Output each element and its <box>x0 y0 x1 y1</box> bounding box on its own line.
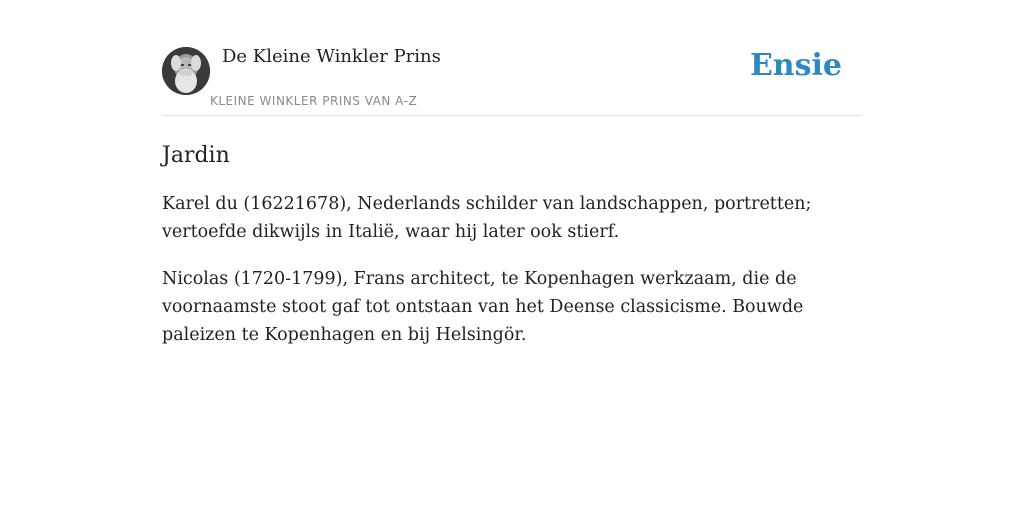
page <box>162 0 862 349</box>
book-subtitle[interactable]: KLEINE WINKLER PRINS VAN A-Z <box>210 94 418 108</box>
book-title[interactable]: De Kleine Winkler Prins <box>222 46 441 67</box>
author-portrait-icon <box>162 47 210 95</box>
entry-paragraph: Karel du (16221678), Nederlands schilder van landschappen, portretten; vertoefde dikwijls in Italië, waar hij later ook stierf. <box>162 194 812 242</box>
entry-content <box>162 116 862 349</box>
author-avatar[interactable] <box>162 47 210 95</box>
entry-paragraph: Nicolas (1720-1799), Frans architect, te Kopenhagen werkzaam, die de voornaamste stoot gaf tot ontstaan van het Deense classicisme. Bouwde paleizen te Kopenhagen en bij Helsingör. <box>162 269 804 345</box>
ensie-logo[interactable]: Ensie <box>749 48 842 83</box>
entry-title: Jardin <box>162 143 230 168</box>
header <box>162 0 862 116</box>
